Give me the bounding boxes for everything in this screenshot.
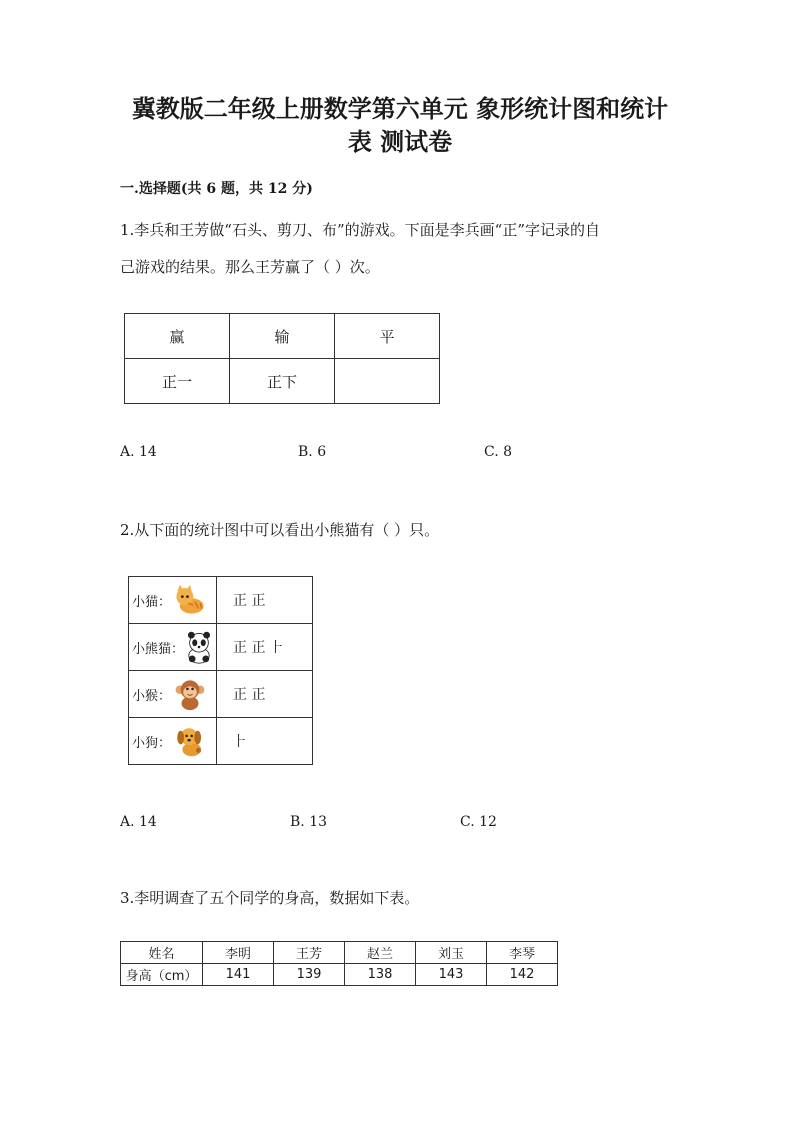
animal-label: 小猴： xyxy=(132,688,172,704)
table-row xyxy=(125,314,440,359)
question-3-text: 3.李明调查了五个同学的身高，数据如下表。 xyxy=(120,889,420,907)
tally-cell: 正 正 ⺊ xyxy=(217,624,313,671)
question-2-pictograph-table xyxy=(128,576,313,765)
table-cell: 刘玉 xyxy=(416,942,487,964)
table-header-cell: 赢 xyxy=(125,314,230,359)
animal-cell xyxy=(129,718,217,765)
animal-label: 小熊猫： xyxy=(132,641,185,657)
animal-label: 小猫： xyxy=(132,594,172,610)
table-header-cell: 身高（cm） xyxy=(121,964,203,986)
question-1-option-b[interactable]: B. 6 xyxy=(298,444,327,460)
tally-cell: 正 正 xyxy=(217,671,313,718)
question-2-text: 2.从下面的统计图中可以看出小熊猫有（ ）只。 xyxy=(120,521,440,539)
question-1-option-c[interactable]: C. 8 xyxy=(484,444,513,460)
table-cell xyxy=(335,359,440,404)
title-line-2: 表 测试卷 xyxy=(347,127,453,156)
animal-cell xyxy=(129,577,217,624)
question-1-option-a[interactable]: A. 14 xyxy=(120,444,157,460)
table-cell: 赵兰 xyxy=(345,942,416,964)
question-1-line-1: 1.李兵和王芳做“石头、剪刀、布”的游戏。下面是李兵画“正”字记录的自 xyxy=(120,221,600,239)
table-cell: 正下 xyxy=(230,359,335,404)
table-row xyxy=(129,671,313,718)
cat-icon xyxy=(173,582,207,618)
question-2-option-b[interactable]: B. 13 xyxy=(290,814,328,830)
question-1-table xyxy=(124,313,440,404)
table-cell: 正一 xyxy=(125,359,230,404)
table-row xyxy=(129,718,313,765)
question-2-option-c[interactable]: C. 12 xyxy=(460,814,497,830)
title-line-1: 冀教版二年级上册数学第六单元 象形统计图和统计 xyxy=(131,94,669,123)
animal-cell xyxy=(129,671,217,718)
table-cell: 王芳 xyxy=(274,942,345,964)
section-heading: 一.选择题(共 6 题，共 12 分) xyxy=(120,181,313,197)
table-header-cell: 输 xyxy=(230,314,335,359)
dog-icon xyxy=(173,723,207,759)
animal-cell xyxy=(129,624,217,671)
table-cell: 139 xyxy=(274,964,345,986)
table-row xyxy=(121,964,558,986)
table-row xyxy=(129,624,313,671)
table-row xyxy=(121,942,558,964)
question-3-height-table xyxy=(120,941,558,986)
monkey-icon xyxy=(173,676,207,712)
table-header-cell: 平 xyxy=(335,314,440,359)
table-row xyxy=(129,577,313,624)
table-row xyxy=(125,359,440,404)
table-cell: 142 xyxy=(487,964,558,986)
tally-cell: ⺊ xyxy=(217,718,313,765)
question-1-line-2: 己游戏的结果。那么王芳赢了（ ）次。 xyxy=(120,258,380,276)
page-title xyxy=(100,92,700,158)
question-1-text xyxy=(120,212,690,286)
table-cell: 李明 xyxy=(203,942,274,964)
table-cell: 138 xyxy=(345,964,416,986)
table-cell: 李琴 xyxy=(487,942,558,964)
tally-cell: 正 正 xyxy=(217,577,313,624)
table-cell: 141 xyxy=(203,964,274,986)
animal-label: 小狗： xyxy=(132,735,172,751)
panda-icon xyxy=(182,629,216,665)
table-cell: 143 xyxy=(416,964,487,986)
question-2-option-a[interactable]: A. 14 xyxy=(120,814,157,830)
table-header-cell: 姓名 xyxy=(121,942,203,964)
